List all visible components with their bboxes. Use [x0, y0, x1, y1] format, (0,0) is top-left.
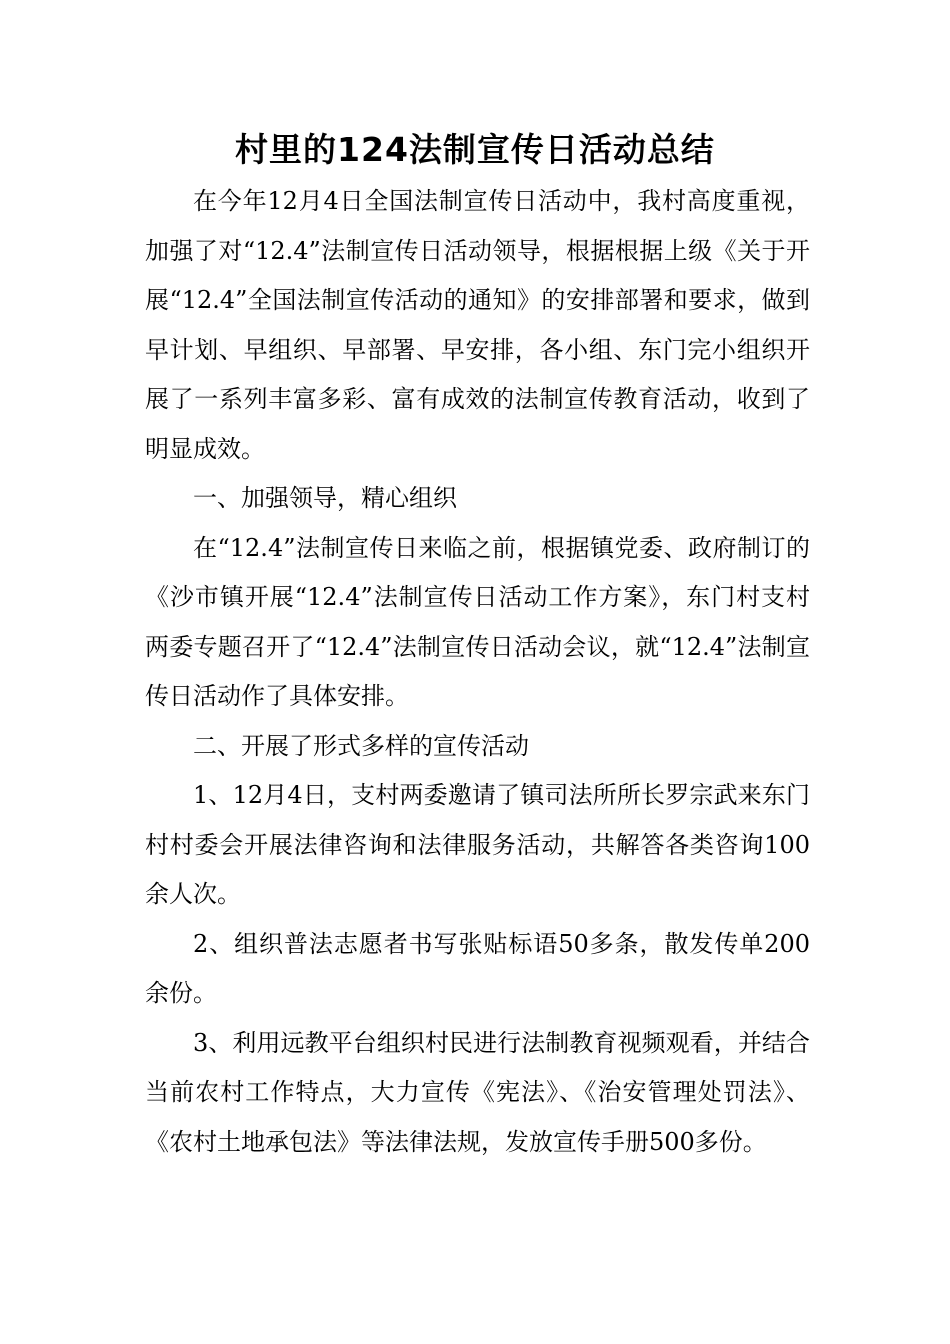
- paragraph-section-1: 在“12.4”法制宣传日来临之前，根据镇党委、政府制订的《沙市镇开展“12.4”法制宣传日活动工作方案》，东门村支村两委专题召开了“12.4”法制宣传日活动会议，就“12.4”法制宣传日活动作了具体安排。: [145, 533, 810, 710]
- section-heading-2: 二、开展了形式多样的宣传活动: [193, 731, 529, 760]
- paragraph-item-1: 1、12月4日，支村两委邀请了镇司法所所长罗宗武来东门村村委会开展法律咨询和法律服务活动，共解答各类咨询100余人次。: [145, 781, 810, 908]
- paragraph-item-3: 3、利用远教平台组织村民进行法制教育视频观看，并结合当前农村工作特点，大力宣传《宪法》、《治安管理处罚法》、《农村土地承包法》等法律法规，发放宣传手册500多份。: [145, 1028, 810, 1156]
- section-heading-1: 一、加强领导，精心组织: [193, 484, 457, 512]
- paragraph-item-2: 2、组织普法志愿者书写张贴标语50多条，散发传单200余份。: [145, 929, 810, 1007]
- paragraph-intro: 在今年12月4日全国法制宣传日活动中，我村高度重视，加强了对“12.4”法制宣传日活动领导，根据根据上级《关于开展“12.4”全国法制宣传活动的通知》的安排部署和要求，做到早计划、早组织、早部署、早安排，各小组、东门完小组织开展了一系列丰富多彩、富有成效的法制宣传教育活动，收到了明显成效。: [145, 187, 810, 463]
- document-body: [145, 177, 810, 1167]
- document-title: 村里的124法制宣传日活动总结: [235, 130, 715, 169]
